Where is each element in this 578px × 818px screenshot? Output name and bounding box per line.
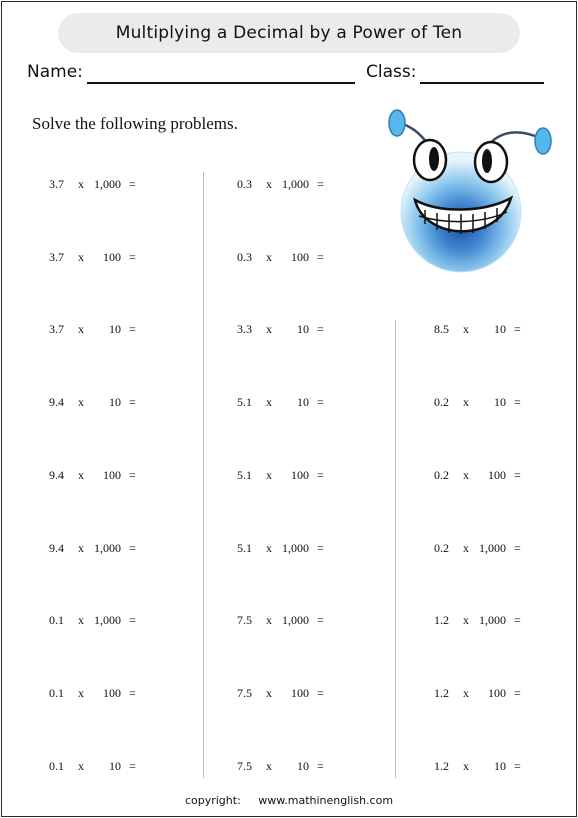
problem-operand: 1.2 (434, 613, 449, 627)
problem-operator: x (78, 613, 84, 627)
problem-multiplier: 100 (488, 468, 506, 482)
problem-operator: x (266, 686, 272, 700)
problem-operand: 0.2 (434, 395, 449, 409)
problem-operand: 9.4 (49, 468, 64, 482)
problem-operator: x (266, 250, 272, 264)
problem-multiplier: 10 (494, 322, 506, 336)
problem-multiplier: 1,000 (94, 177, 121, 191)
problem-row (237, 249, 337, 265)
student-info-row (27, 60, 557, 86)
problem-operator: x (463, 759, 469, 773)
problem-operator: x (463, 541, 469, 555)
problem-equals: = (129, 177, 136, 191)
problem-equals: = (129, 250, 136, 264)
problem-operator: x (78, 686, 84, 700)
problem-operator: x (266, 541, 272, 555)
problem-equals: = (514, 541, 521, 555)
problem-operand: 0.3 (237, 250, 252, 264)
problem-equals: = (317, 759, 324, 773)
problem-multiplier: 100 (291, 686, 309, 700)
problem-multiplier: 10 (109, 322, 121, 336)
problem-operand: 0.1 (49, 686, 64, 700)
problem-equals: = (129, 395, 136, 409)
problem-row (434, 321, 534, 337)
problem-multiplier: 1,000 (282, 177, 309, 191)
page-title: Multiplying a Decimal by a Power of Ten (58, 13, 520, 53)
problem-operand: 0.1 (49, 613, 64, 627)
problem-operand: 7.5 (237, 613, 252, 627)
problem-equals: = (317, 250, 324, 264)
problem-multiplier: 1,000 (94, 541, 121, 555)
problem-operand: 3.3 (237, 322, 252, 336)
instructions: Solve the following problems. (32, 114, 238, 133)
problem-multiplier: 100 (103, 468, 121, 482)
problem-multiplier: 1,000 (282, 613, 309, 627)
problem-operand: 8.5 (434, 322, 449, 336)
problem-row (237, 612, 337, 628)
problem-operator: x (463, 686, 469, 700)
class-field[interactable] (420, 82, 544, 84)
problem-row (434, 394, 534, 410)
problem-multiplier: 10 (297, 759, 309, 773)
problem-operator: x (266, 468, 272, 482)
problem-operand: 0.1 (49, 759, 64, 773)
problem-multiplier: 10 (297, 322, 309, 336)
problem-operator: x (266, 613, 272, 627)
problem-operator: x (78, 250, 84, 264)
name-field[interactable] (87, 82, 355, 84)
problem-row (49, 685, 149, 701)
problem-operand: 0.3 (237, 177, 252, 191)
problem-equals: = (129, 686, 136, 700)
problem-operator: x (463, 395, 469, 409)
problem-operator: x (78, 468, 84, 482)
problem-operator: x (463, 322, 469, 336)
problem-operand: 0.2 (434, 468, 449, 482)
problem-equals: = (514, 759, 521, 773)
problem-row (237, 176, 337, 192)
problem-operator: x (78, 322, 84, 336)
problem-operator: x (266, 395, 272, 409)
problem-multiplier: 1,000 (479, 541, 506, 555)
problem-equals: = (317, 613, 324, 627)
problem-row (434, 612, 534, 628)
problem-row (434, 758, 534, 774)
problem-operator: x (463, 468, 469, 482)
problem-multiplier: 100 (291, 468, 309, 482)
problem-row (49, 394, 149, 410)
problem-row (49, 540, 149, 556)
problem-equals: = (129, 468, 136, 482)
problem-equals: = (514, 322, 521, 336)
problem-equals: = (317, 468, 324, 482)
problem-equals: = (129, 322, 136, 336)
problem-equals: = (129, 759, 136, 773)
problem-operand: 3.7 (49, 177, 64, 191)
problem-operator: x (78, 541, 84, 555)
problem-equals: = (129, 613, 136, 627)
problem-operand: 7.5 (237, 686, 252, 700)
problem-operator: x (463, 613, 469, 627)
problem-row (434, 685, 534, 701)
problem-multiplier: 10 (494, 759, 506, 773)
problem-equals: = (514, 613, 521, 627)
problem-operand: 5.1 (237, 395, 252, 409)
problem-multiplier: 10 (297, 395, 309, 409)
problem-row (49, 467, 149, 483)
problem-multiplier: 1,000 (94, 613, 121, 627)
smiling-bug-icon (385, 102, 557, 274)
problem-multiplier: 100 (103, 686, 121, 700)
problem-equals: = (514, 686, 521, 700)
problem-multiplier: 100 (488, 686, 506, 700)
problem-row (434, 467, 534, 483)
class-label: Class: (366, 62, 417, 82)
problem-operand: 3.7 (49, 322, 64, 336)
column-divider-2 (395, 320, 396, 778)
problem-multiplier: 100 (291, 250, 309, 264)
problem-operator: x (266, 177, 272, 191)
problem-operand: 5.1 (237, 541, 252, 555)
problem-multiplier: 1,000 (282, 541, 309, 555)
problem-row (237, 540, 337, 556)
problem-multiplier: 10 (109, 759, 121, 773)
problem-row (49, 612, 149, 628)
copyright-label: copyright: (184, 794, 241, 807)
problem-row (49, 176, 149, 192)
problem-operator: x (78, 395, 84, 409)
problem-row (237, 394, 337, 410)
problem-multiplier: 1,000 (479, 613, 506, 627)
problem-operand: 3.7 (49, 250, 64, 264)
problem-operator: x (78, 177, 84, 191)
problem-operator: x (266, 322, 272, 336)
problem-equals: = (317, 395, 324, 409)
problem-equals: = (514, 395, 521, 409)
problem-operand: 1.2 (434, 759, 449, 773)
column-divider-1 (203, 172, 204, 778)
problem-equals: = (317, 686, 324, 700)
problem-equals: = (514, 468, 521, 482)
problem-operator: x (266, 759, 272, 773)
problem-equals: = (317, 541, 324, 555)
problem-row (434, 540, 534, 556)
problem-operand: 1.2 (434, 686, 449, 700)
problem-multiplier: 10 (494, 395, 506, 409)
problem-operand: 0.2 (434, 541, 449, 555)
problem-row (49, 249, 149, 265)
problem-operand: 5.1 (237, 468, 252, 482)
problem-row (237, 685, 337, 701)
problem-row (49, 321, 149, 337)
problem-multiplier: 10 (109, 395, 121, 409)
site-link[interactable]: www.mathinenglish.com (258, 794, 394, 807)
problem-equals: = (317, 177, 324, 191)
footer (0, 794, 578, 807)
problem-operand: 9.4 (49, 541, 64, 555)
problem-operator: x (78, 759, 84, 773)
problem-equals: = (129, 541, 136, 555)
problem-multiplier: 100 (103, 250, 121, 264)
problem-row (237, 467, 337, 483)
problem-row (237, 758, 337, 774)
problem-row (49, 758, 149, 774)
problem-row (237, 321, 337, 337)
problem-operand: 9.4 (49, 395, 64, 409)
problem-operand: 7.5 (237, 759, 252, 773)
problem-equals: = (317, 322, 324, 336)
name-label: Name: (27, 62, 83, 82)
